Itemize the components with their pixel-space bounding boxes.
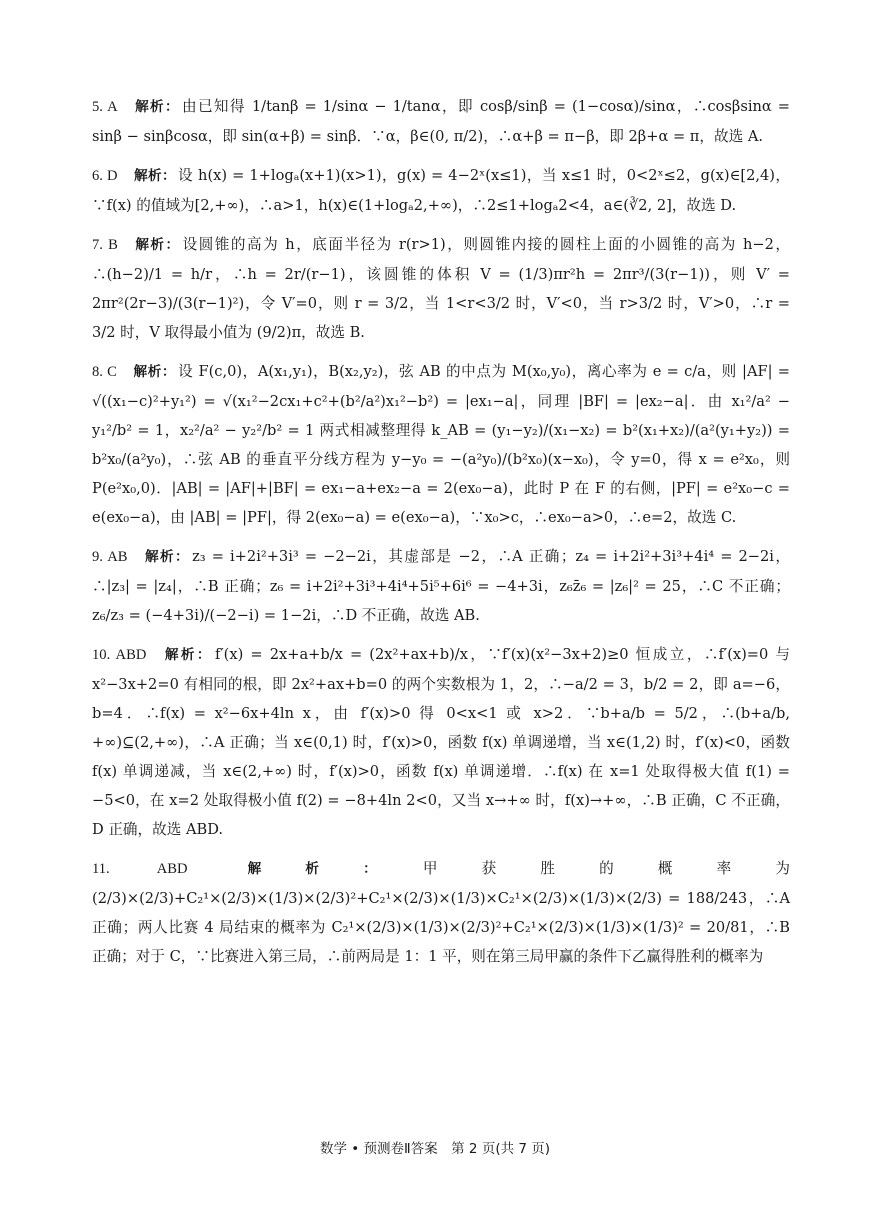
analysis-label: 解析：	[162, 647, 213, 663]
analysis-text: 设圆锥的高为 h，底面半径为 r(r>1)，则圆锥内接的圆柱上面的小圆锥的高为 h−2，∴(h−2)/1 = h/r，∴h = 2r/(r−1)，该圆锥的体积 V = (1/3)πr²h = 2πr³/(3(r−1))，则 V′ = 2πr²(2r−3)/(3(r−1)²)，令 V′=0，则 r = 3/2，当 1<r<3/2 时，V′<0，当 r>3/2 时，V′>0，∴r = 3/2 时，V 取得最小值为 (9/2)π，故选 B.	[92, 236, 791, 341]
analysis-text: 由已知得 1/tanβ = 1/sinα − 1/tanα，即 cosβ/sinβ = (1−cosα)/sinα，∴cosβsinα = sinβ − sinβcosα，即 sin(α+β) = sinβ．∵α，β∈(0, π/2)，∴α+β = π−β，即 2β+α = π，故选 A.	[92, 98, 790, 145]
answer-item-5	[92, 92, 790, 151]
question-number: 6. D	[92, 168, 118, 184]
analysis-label: 解析：	[133, 168, 176, 184]
analysis-label: 解析：	[203, 861, 421, 877]
analysis-text: 设 h(x) = 1+logₐ(x+1)(x>1)，g(x) = 4−2ˣ(x≤1)，当 x≤1 时，0<2ˣ≤2，g(x)∈[2,4)，∵f(x) 的值域为[2,+∞)，∴a>1，h(x)∈(1+logₐ2,+∞)，∴2≤1+logₐ2<4，a∈(∛2, 2]，故选 D.	[92, 167, 790, 214]
answer-item-9	[92, 542, 790, 630]
question-number: 5. A	[92, 99, 118, 115]
answer-item-7	[92, 230, 790, 347]
analysis-label: 解析：	[133, 99, 180, 115]
question-number: 8. C	[92, 364, 117, 380]
analysis-text: 设 F(c,0)，A(x₁,y₁)，B(x₂,y₂)，弦 AB 的中点为 M(x₀,y₀)，离心率为 e = c/a，则 |AF| = √((x₁−c)²+y₁²) = √(x₁²−2cx₁+c²+(b²/a²)x₁²−b²) = |ex₁−a|，同理 |BF| = |ex₂−a|．由 x₁²/a² − y₁²/b² = 1，x₂²/a² − y₂²/b² = 1 两式相减整理得 k_AB = (y₁−y₂)/(x₁−x₂) = b²(x₁+x₂)/(a²(y₁+y₂)) = b²x₀/(a²y₀)，∴弦 AB 的垂直平分线方程为 y−y₀ = −(a²y₀)/(b²x₀)(x−x₀)，令 y=0，得 x = e²x₀，则 P(e²x₀,0)．|AB| = |AF|+|BF| = ex₁−a+ex₂−a = 2(ex₀−a)，此时 P 在 F 的右侧，|PF| = e²x₀−c = e(ex₀−a)，由 |AB| = |PF|，得 2(ex₀−a) = e(ex₀−a)，∵x₀>c，∴ex₀−a>0，∴e=2，故选 C.	[92, 363, 791, 526]
analysis-label: 解析：	[133, 237, 181, 253]
analysis-label: 解析：	[143, 549, 191, 565]
page-footer: 数学 • 预测卷Ⅱ答案 第 2 页(共 7 页)	[319, 1141, 551, 1157]
question-number: 9. AB	[92, 549, 128, 565]
question-number: 7. B	[92, 237, 118, 253]
question-number: 11. ABD	[92, 861, 188, 877]
question-number: 10. ABD	[92, 647, 147, 663]
answer-item-10	[92, 640, 790, 844]
analysis-text: z₃ = i+2i²+3i³ = −2−2i，其虚部是 −2，∴A 正确；z₄ = i+2i²+3i³+4i⁴ = 2−2i，∴|z₃| = |z₄|，∴B 正确；z₆ = i+2i²+3i³+4i⁴+5i⁵+6i⁶ = −4+3i，z₆z̄₆ = |z₆|² = 25，∴C 不正确；z₆/z₃ = (−4+3i)/(−2−i) = 1−2i，∴D 不正确，故选 AB.	[92, 548, 791, 624]
answer-item-11	[92, 854, 790, 971]
answer-item-8	[92, 357, 790, 532]
analysis-label: 解析：	[132, 364, 177, 380]
answer-item-6	[92, 161, 790, 220]
analysis-text: f′(x) = 2x+a+b/x = (2x²+ax+b)/x，∵f′(x)(x²−3x+2)≥0 恒成立，∴f′(x)=0 与 x²−3x+2=0 有相同的根，即 2x²+ax+b=0 的两个实数根为 1，2，∴−a/2 = 3，b/2 = 2，即 a=−6，b=4．∴f(x) = x²−6x+4ln x，由 f′(x)>0 得 0<x<1 或 x>2．∵b+a/b = 5/2，∴(b+a/b, +∞)⊆(2,+∞)，∴A 正确；当 x∈(0,1) 时，f′(x)>0，函数 f(x) 单调递增，当 x∈(1,2) 时，f′(x)<0，函数 f(x) 单调递减，当 x∈(2,+∞) 时，f′(x)>0，函数 f(x) 单调递增．∴f(x) 在 x=1 处取得极大值 f(1) = −5<0，在 x=2 处取得极小值 f(2) = −8+4ln 2<0，又当 x→+∞ 时，f(x)→+∞，∴B 正确，C 不正确，D 正确，故选 ABD.	[92, 646, 791, 838]
analysis-text: 甲获胜的概率为 (2/3)×(2/3)+C₂¹×(2/3)×(1/3)×(2/3)²+C₂¹×(2/3)×(1/3)×C₂¹×(2/3)×(1/3)×(2/3) = 188/243，∴A 正确；两人比赛 4 局结束的概率为 C₂¹×(2/3)×(1/3)×(2/3)²+C₂¹×(2/3)×(1/3)×(1/3)² = 20/81，∴B 正确；对于 C，∵比赛进入第三局，∴前两局是 1：1 平，则在第三局甲赢的条件下乙赢得胜利的概率为	[92, 860, 790, 965]
